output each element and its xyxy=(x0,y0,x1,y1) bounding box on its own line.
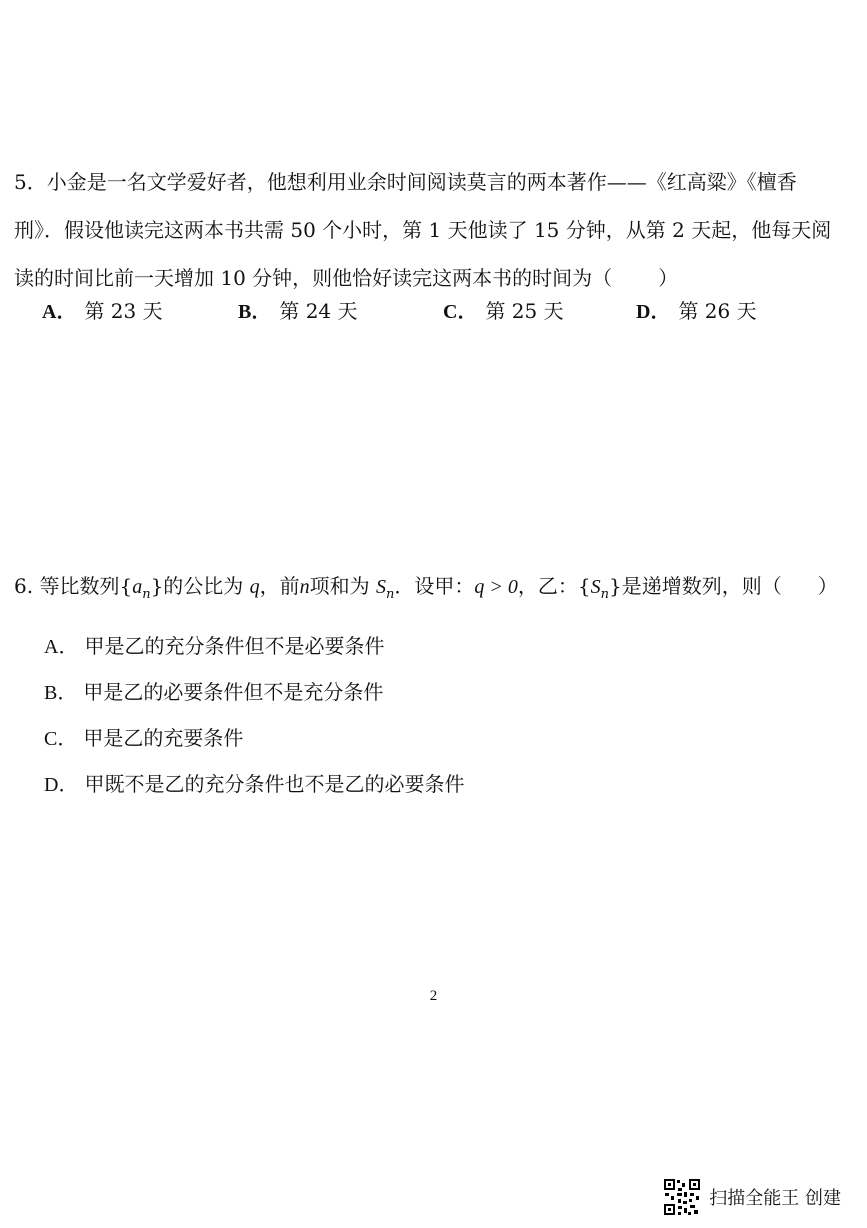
q6-text-2: 的公比为 xyxy=(163,574,244,598)
option-text: 甲是乙的充要条件 xyxy=(83,726,244,750)
scanner-footer xyxy=(663,1178,841,1216)
qr-code-icon xyxy=(663,1178,701,1216)
option-text: 甲既不是乙的充分条件也不是乙的必要条件 xyxy=(84,772,465,796)
option-text: 甲是乙的必要条件但不是充分条件 xyxy=(83,680,384,704)
option-a[interactable] xyxy=(44,632,464,678)
q6-text-3: ，前 xyxy=(259,574,300,598)
option-label: B． xyxy=(238,301,272,323)
q6-text-4: 项和为 xyxy=(309,574,370,598)
q6-text-7: 是递增数列，则（ xyxy=(621,574,782,598)
question-5-line-2: 刑》．假设他读完这两本书共需 50 个小时，第 1 天他读了 15 分钟，从第 2 天起，他每天阅 xyxy=(14,218,832,242)
option-label: D． xyxy=(44,774,79,796)
option-text: 第 25 天 xyxy=(485,299,564,323)
page-number: 2 xyxy=(429,988,438,1004)
option-text: 甲是乙的充分条件但不是必要条件 xyxy=(84,634,385,658)
option-text: 第 26 天 xyxy=(678,299,757,323)
condition: q > 0 xyxy=(474,576,518,598)
var-s: S xyxy=(376,576,387,598)
answer-paren-open: （ xyxy=(592,266,613,290)
sub-n: n xyxy=(386,587,395,602)
sub-n: n xyxy=(142,587,151,602)
seq-brace-open: { xyxy=(577,574,591,598)
option-b[interactable] xyxy=(44,678,464,724)
option-d[interactable] xyxy=(44,770,464,816)
question-5-options xyxy=(0,295,867,331)
question-6-options xyxy=(44,632,464,816)
question-5 xyxy=(14,158,834,302)
scanner-credit-text: 扫描全能王 创建 xyxy=(709,1188,841,1209)
q6-text-5: ．设甲： xyxy=(394,574,475,598)
var-a: a xyxy=(132,576,143,598)
q6-text-6: ，乙： xyxy=(517,574,578,598)
question-5-line-3-text: 读的时间比前一天增加 10 分钟，则他恰好读完这两本书的时间为 xyxy=(14,266,593,290)
option-label: A． xyxy=(42,301,77,323)
question-5-line-1: 5．小金是一名文学爱好者，他想利用业余时间阅读莫言的两本著作——《红高粱》《檀香 xyxy=(14,170,797,194)
option-a[interactable] xyxy=(42,295,163,324)
option-text: 第 24 天 xyxy=(279,299,358,323)
seq-brace-close: } xyxy=(150,574,164,598)
option-text: 第 23 天 xyxy=(84,299,163,323)
answer-paren-close: ） xyxy=(658,266,679,290)
seq-brace-open: { xyxy=(119,574,133,598)
option-b[interactable] xyxy=(238,295,358,324)
var-n: n xyxy=(299,576,310,598)
option-label: C． xyxy=(443,301,478,323)
seq-brace-close: } xyxy=(609,574,622,598)
answer-paren-close: ） xyxy=(817,574,838,598)
question-6-number: 6. xyxy=(14,574,34,598)
option-label: A． xyxy=(44,636,79,658)
question-6 xyxy=(14,570,854,602)
option-c[interactable] xyxy=(44,724,464,770)
option-c[interactable] xyxy=(443,295,564,324)
option-label: B． xyxy=(44,682,78,704)
var-s: S xyxy=(590,576,601,598)
option-d[interactable] xyxy=(636,295,757,324)
var-q: q xyxy=(249,576,260,598)
option-label: D． xyxy=(636,301,671,323)
option-label: C． xyxy=(44,728,78,750)
q6-text-1: 等比数列 xyxy=(39,574,120,598)
sub-n: n xyxy=(600,587,609,602)
